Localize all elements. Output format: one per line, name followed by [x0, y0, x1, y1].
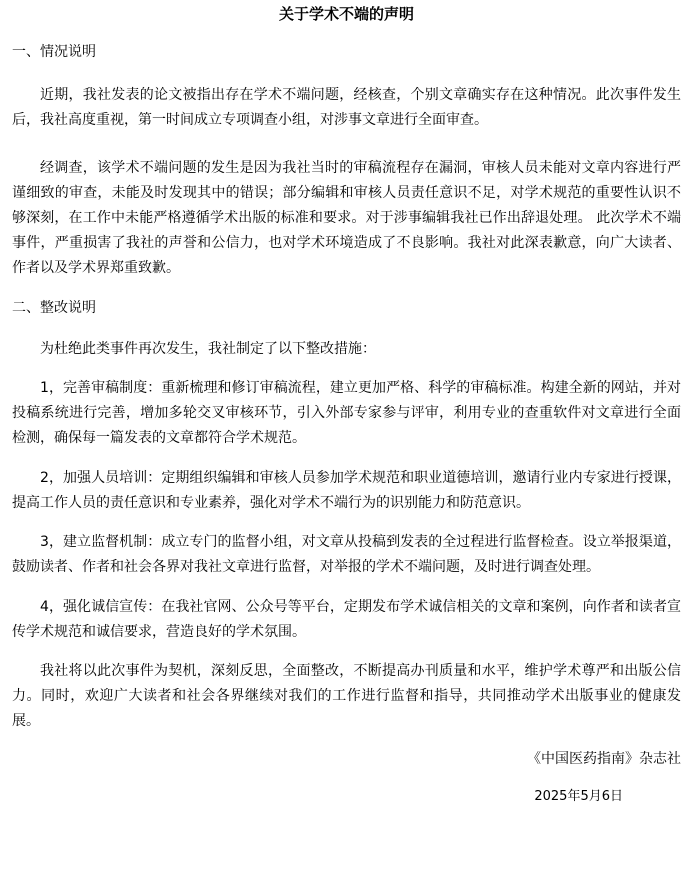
page-title: 关于学术不端的声明 [278, 5, 414, 23]
measure-item-4: 4，强化诚信宣传：在我社官网、公众号等平台，定期发布学术诚信相关的文章和案例，向作者和读者宣传学术规范和诚信要求，营造良好的学术氛围。 [12, 599, 681, 640]
paragraph-conclusion: 我社将以此次事件为契机，深刻反思，全面整改，不断提高办刊质量和水平，维护学术尊严和出版公信力。同时，欢迎广大读者和社会各界继续对我们的工作进行监督和指导，共同推动学术出版事业的健康发展。 [12, 663, 681, 729]
paragraph-situation-1: 近期，我社发表的论文被指出存在学术不端问题，经核查，个别文章确实存在这种情况。此次事件发生后，我社高度重视，第一时间成立专项调查小组，对涉事文章进行全面审查。 [12, 87, 681, 128]
statement-date: 2025年5月6日 [534, 789, 623, 804]
section-heading-situation: 一、情况说明 [12, 44, 96, 60]
measure-item-2: 2，加强人员培训：定期组织编辑和审核人员参加学术规范和职业道德培训，邀请行业内专家进行授课，提高工作人员的责任意识和专业素养，强化对学术不端行为的识别能力和防范意识。 [12, 470, 681, 511]
section-heading-rectification: 二、整改说明 [12, 300, 96, 316]
signature-publisher: 《中国医药指南》杂志社 [527, 751, 681, 767]
measure-item-1: 1，完善审稿制度：重新梳理和修订审稿流程，建立更加严格、科学的审稿标准。构建全新的网站，并对投稿系统进行完善，增加多轮交叉审核环节，引入外部专家参与评审，利用专业的查重软件对文章进行全面检测，确保每一篇发表的文章都符合学术规范。 [12, 380, 681, 446]
paragraph-situation-2: 经调查，该学术不端问题的发生是因为我社当时的审稿流程存在漏洞，审核人员未能对文章内容进行严谨细致的审查，未能及时发现其中的错误；部分编辑和审核人员责任意识不足，对学术规范的重要性认识不够深刻，在工作中未能严格遵循学术出版的标准和要求。对于涉事编辑我社已作出辞退处理。 此次学术不端事件，严重损害了我社的声誉和公信力，也对学术环境造成了不良影响。我社对此深表歉意，向广大读者、作者以及学术界郑重致歉。 [12, 160, 681, 276]
paragraph-rectification-intro: 为杜绝此类事件再次发生，我社制定了以下整改措施： [40, 341, 376, 357]
measure-item-3: 3，建立监督机制：成立专门的监督小组，对文章从投稿到发表的全过程进行监督检查。设立举报渠道，鼓励读者、作者和社会各界对我社文章进行监督，对举报的学术不端问题，及时进行调查处理。 [12, 534, 681, 575]
